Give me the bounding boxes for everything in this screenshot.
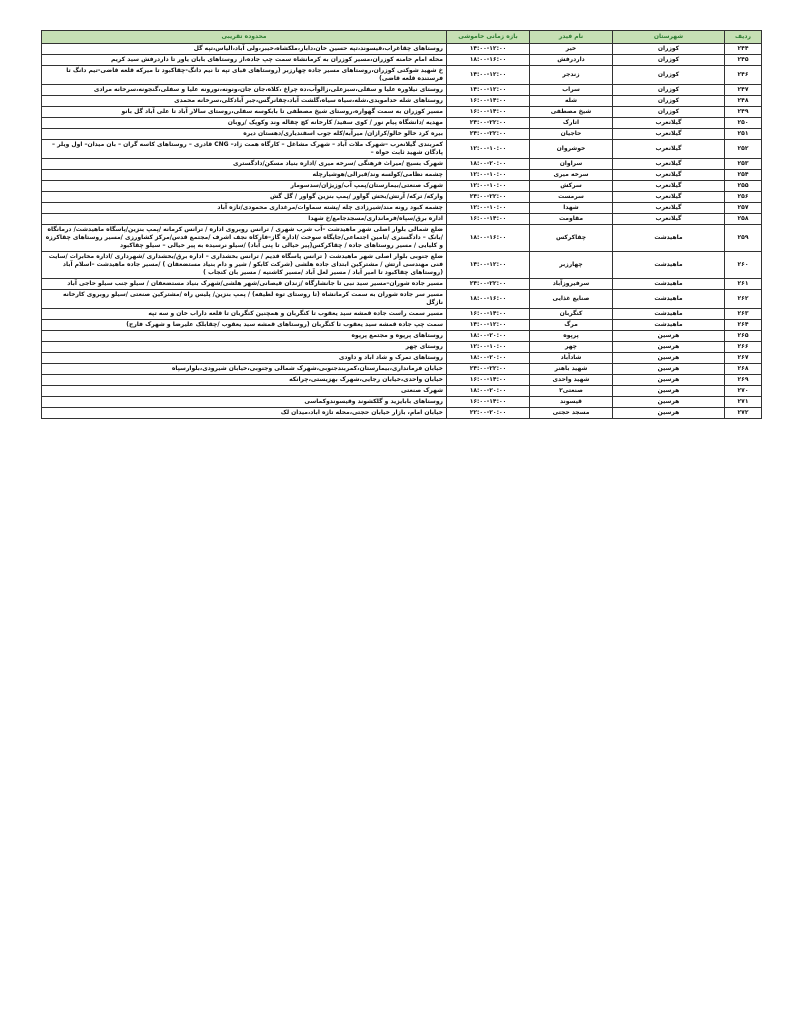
row-area: خیابان امام، بازار خیابان حجتی،محله تازه اباد،میدان لک (42, 408, 447, 419)
row-area: شهرک بسیج /میراث فرهنگی /سرخه میری /اداره بنیاد مسکن/دادگستری (42, 159, 447, 170)
row-area: کمربندی گیلانغرب –شهرک ملات آباد – شهرک مشاغل – کارگاه همت زاد– CNG قادری – روستاهای کاسه گران – بان میدان– اول ویلر – پادگان شهید ثابت خواه – (42, 140, 447, 159)
row-area: مهدیه /دانشگاه پیام نور / کوی سفید/ کارخانه کچ چقاله وند وکوپک /روبان (42, 118, 447, 129)
row-area: روستاهای چقاغراب،قیسوند،تپه حسین خان،دابار،ملکشاه،خیبر،ولی آباد،الیاس،تپه گل (42, 44, 447, 55)
row-county: گیلانغرب (613, 181, 725, 192)
row-time: ۲۴:۰۰-۲۲:۰۰ (447, 129, 530, 140)
row-time: ۱۶:۰۰-۱۴:۰۰ (447, 107, 530, 118)
table-row (42, 159, 762, 170)
row-county: کوزران (613, 55, 725, 66)
table-row (42, 279, 762, 290)
row-area: سمت چپ جاده قمشه سید یعقوب تا کنگربان (روستاهای قمشه سید یعقوب /چقابلک علیرضا و شهرک فارج) (42, 320, 447, 331)
row-feeder: چقاکرکس (530, 225, 613, 252)
row-area: شهرک صنعتی/بیمارستان/پمپ آب/وزیژان/سدسومار (42, 181, 447, 192)
row-county: کوزران (613, 96, 725, 107)
row-feeder: خیر (530, 44, 613, 55)
row-time: ۱۸:۰۰-۲۰:۰۰ (447, 386, 530, 397)
row-index: ۲۶۵ (725, 331, 762, 342)
table-body (42, 44, 762, 419)
row-county: گیلانغرب (613, 170, 725, 181)
table-row (42, 214, 762, 225)
table-row (42, 192, 762, 203)
row-county: گیلانغرب (613, 214, 725, 225)
row-area: مسیر سمت راست جاده قمشه سید یعقوب تا کنگربان و همچنین کنگربان تا قلعه داراب خان و سه تپه (42, 309, 447, 320)
row-county: گیلانغرب (613, 159, 725, 170)
row-area: روستاهای تمرک و شاد اباد و داودی (42, 353, 447, 364)
row-area: روستاهای شله خدامویدی،شله،سیاه سیاه،گلشت آباد،چقانرگس،جبر آبادکلی،سرخانه محمدی (42, 96, 447, 107)
row-feeder: پرپوه (530, 331, 613, 342)
table-row (42, 364, 762, 375)
table-row (42, 55, 762, 66)
row-feeder: مقاومت (530, 214, 613, 225)
row-index: ۲۴۸ (725, 96, 762, 107)
table-row (42, 170, 762, 181)
row-area: ضلع شمالی بلوار اصلی شهر ماهیدشت –آب شرب شهری / ترانس روبروی اداره / ترانس کرمانه /پمپ بنزین/پاسگاه ماهیدشت/ درمانگاه /بانک – دادگستری /تامین اجتماعی/جایگاه سوخت /اداره گاز–فارکاه نجف اشرف /مجتمع قدس/مرکز کشاورزی /مسیر روستاهای چقاکرزه و کلیایی / مسیر روستاهای جاده / چقاکرکس(پیر خیالی تا پنی آباد) /سیلو نرسیده به پیر خیالی – سیلو چقاکبود (42, 225, 447, 252)
row-feeder: داردرفش (530, 55, 613, 66)
row-feeder: سرخه میری (530, 170, 613, 181)
row-county: گیلانغرب (613, 192, 725, 203)
row-time: ۱۸:۰۰-۲۰:۰۰ (447, 353, 530, 364)
row-index: ۲۵۱ (725, 129, 762, 140)
row-area: خیابان واحدی،خیابان رجایی،شهرک بهزیستی،چرانکه (42, 375, 447, 386)
table-row (42, 96, 762, 107)
row-time: ۱۸:۰۰-۱۶:۰۰ (447, 290, 530, 309)
row-feeder: سرفیروزآباد (530, 279, 613, 290)
table-row (42, 386, 762, 397)
row-index: ۲۵۸ (725, 214, 762, 225)
table-row (42, 331, 762, 342)
table-row (42, 252, 762, 279)
row-feeder: مرگ (530, 320, 613, 331)
row-index: ۲۵۴ (725, 170, 762, 181)
row-time: ۱۲:۰۰-۱۰:۰۰ (447, 203, 530, 214)
row-index: ۲۷۲ (725, 408, 762, 419)
row-area: چشمه کبود رونه مند/شیرزادی چله /پشته سماوات/مرغداری محمودی/تازه آباد (42, 203, 447, 214)
row-area: روستاهای پرپوه و مجتمع پرپوه (42, 331, 447, 342)
row-index: ۲۵۰ (725, 118, 762, 129)
row-index: ۲۶۳ (725, 309, 762, 320)
table-row (42, 107, 762, 118)
row-county: ماهیدشت (613, 309, 725, 320)
row-feeder: کنگربان (530, 309, 613, 320)
row-time: ۲۴:۰۰-۲۲:۰۰ (447, 118, 530, 129)
row-county: هرسین (613, 397, 725, 408)
row-feeder: شهید باهنر (530, 364, 613, 375)
row-index: ۲۶۷ (725, 353, 762, 364)
row-county: هرسین (613, 386, 725, 397)
row-feeder: حاجیان (530, 129, 613, 140)
row-area: وارکه/ ترکه/ آرتش/بخش گواور /پمپ بنزین گواور / گل گش (42, 192, 447, 203)
row-feeder: اتارک (530, 118, 613, 129)
row-county: هرسین (613, 331, 725, 342)
row-county: هرسین (613, 408, 725, 419)
row-index: ۲۶۸ (725, 364, 762, 375)
row-county: ماهیدشت (613, 225, 725, 252)
table-row (42, 290, 762, 309)
row-index: ۲۷۰ (725, 386, 762, 397)
row-index: ۲۴۹ (725, 107, 762, 118)
row-county: هرسین (613, 364, 725, 375)
table-row (42, 181, 762, 192)
row-county: گیلانغرب (613, 140, 725, 159)
row-index: ۲۶۶ (725, 342, 762, 353)
header-feeder: نام فیدر (530, 31, 613, 44)
row-area: مسیر سر جاده شوران به سمت کرمانشاه (تا روستای توه لطیفه) / پمپ بنزین/ پلیس راه /مشترکین صنعتی /سیلو روبروی کارخانه نازگل (42, 290, 447, 309)
row-time: ۱۸:۰۰-۱۶:۰۰ (447, 225, 530, 252)
row-area: روستاهای بابایزید و گلکشوند وقیسوندوکماسی (42, 397, 447, 408)
row-time: ۲۴:۰۰-۲۲:۰۰ (447, 364, 530, 375)
row-area: محله امام خامنه کوزران،مسیر کوزران به کرمانشاه سمت چپ جاده،از روستاهای بابان یاور تا داردرفش سید کریم (42, 55, 447, 66)
row-feeder: صنعتی۲ (530, 386, 613, 397)
row-feeder: چهر (530, 342, 613, 353)
row-feeder: شهدا (530, 203, 613, 214)
header-area: محدوده تقریبی (42, 31, 447, 44)
row-index: ۲۶۰ (725, 252, 762, 279)
row-feeder: سرکش (530, 181, 613, 192)
row-index: ۲۴۶ (725, 66, 762, 85)
row-time: ۱۸:۰۰-۱۶:۰۰ (447, 55, 530, 66)
outage-schedule-sheet (41, 30, 761, 419)
row-time: ۱۶:۰۰-۱۴:۰۰ (447, 214, 530, 225)
row-index: ۲۵۵ (725, 181, 762, 192)
row-time: ۱۶:۰۰-۱۴:۰۰ (447, 309, 530, 320)
row-time: ۱۶:۰۰-۱۴:۰۰ (447, 96, 530, 107)
row-index: ۲۵۹ (725, 225, 762, 252)
row-time: ۱۲:۰۰-۱۰:۰۰ (447, 140, 530, 159)
row-feeder: سرمست (530, 192, 613, 203)
row-index: ۲۵۲ (725, 140, 762, 159)
row-time: ۱۶:۰۰-۱۴:۰۰ (447, 397, 530, 408)
row-feeder: شیخ مصطفی (530, 107, 613, 118)
row-area: مسیر جاده شوران–مسیر سید نبی تا جانشارگاه /زندان قیصانی/شهر هلشی/شهرک بنیاد مستضعفان / سیلو جنب سیلو حاجی آباد (42, 279, 447, 290)
row-feeder: شادآباد (530, 353, 613, 364)
row-time: ۱۴:۰۰-۱۲:۰۰ (447, 66, 530, 85)
table-row (42, 118, 762, 129)
row-time: ۱۶:۰۰-۱۴:۰۰ (447, 375, 530, 386)
row-index: ۲۴۴ (725, 44, 762, 55)
row-time: ۲۴:۰۰-۲۲:۰۰ (447, 279, 530, 290)
header-index: ردیف (725, 31, 762, 44)
row-time: ۱۲:۰۰-۱۰:۰۰ (447, 342, 530, 353)
row-county: گیلانغرب (613, 118, 725, 129)
row-index: ۲۶۹ (725, 375, 762, 386)
row-time: ۱۲:۰۰-۱۰:۰۰ (447, 170, 530, 181)
row-area: بیره کرد خالو خالو/کرازان/ میرآبه/کله جوب اسفندیاری/دهستان دیره (42, 129, 447, 140)
row-area: خ شهید شوکتی کوزران،روستاهای مسیر جاده چهارزبر (روستاهای قبای تپه تا نیم دانگ-چقاکبود تا میرکه قلعه قاضی-تیم دانگ تا فرستنده قلعه قاضی) (42, 66, 447, 85)
row-county: هرسین (613, 342, 725, 353)
row-time: ۱۴:۰۰-۱۲:۰۰ (447, 320, 530, 331)
row-feeder: مسجد حجتی (530, 408, 613, 419)
row-area: ضلع جنوبی بلوار اصلی شهر ماهیدشت ( ترانس پاسگاه قدیم / ترانس بخشداری – اداره برق/بخشداری /شهرداری /اداره مخابرات /سایت فنی مهندسی ارتش / مشترکین ابتدای جاده هلشی (شرکت کابکو / شیر و دام بنیاد مستضعفان ) /مسیر جاده ماهیدشت –اسلام آباد (روستاهای چقاکبود تا امیر آباد / مسیر لعل آباد /مسیر کاشنیه / مسیر بان کنجاب ) (42, 252, 447, 279)
table-row (42, 44, 762, 55)
row-county: کوزران (613, 107, 725, 118)
row-index: ۲۶۲ (725, 290, 762, 309)
table-row (42, 408, 762, 419)
table-row (42, 320, 762, 331)
row-time: ۲۲:۰۰-۲۰:۰۰ (447, 408, 530, 419)
table-header-row (42, 31, 762, 44)
outage-table (41, 30, 762, 419)
header-county: شهرستان (613, 31, 725, 44)
row-county: ماهیدشت (613, 252, 725, 279)
row-area: شهرک صنعتی (42, 386, 447, 397)
table-row (42, 66, 762, 85)
row-time: ۱۲:۰۰-۱۰:۰۰ (447, 181, 530, 192)
row-area: اداره برق/سپاه/فرمانداری/مسجدجامع/خ شهدا (42, 214, 447, 225)
row-time: ۱۴:۰۰-۱۲:۰۰ (447, 252, 530, 279)
table-row (42, 203, 762, 214)
row-county: کوزران (613, 44, 725, 55)
row-feeder: شهید واحدی (530, 375, 613, 386)
row-county: گیلانغرب (613, 203, 725, 214)
row-feeder: چهارزبر (530, 252, 613, 279)
row-county: هرسین (613, 375, 725, 386)
row-index: ۲۶۱ (725, 279, 762, 290)
row-index: ۲۵۷ (725, 203, 762, 214)
table-row (42, 140, 762, 159)
table-row (42, 375, 762, 386)
row-feeder: صنایع غذایی (530, 290, 613, 309)
row-feeder: سراب (530, 85, 613, 96)
row-feeder: شله (530, 96, 613, 107)
row-area: خیابان فرمانداری،بیمارستان،کمربندجنوبی،شهرک شمالی وجنوبی،خیابان شیرودی،بلوارسپاه (42, 364, 447, 375)
row-feeder: خوشروان (530, 140, 613, 159)
table-row (42, 85, 762, 96)
row-index: ۲۷۱ (725, 397, 762, 408)
row-index: ۲۵۳ (725, 159, 762, 170)
row-time: ۱۸:۰۰-۲۰:۰۰ (447, 159, 530, 170)
row-area: روستای نیلاوره علیا و سفلی،سبزعلی،زالوآب،ده چراغ ،کلاه،جان جان،ونونه،نورونه علیا و سفلی،گنجونه،سرخانه مرادی (42, 85, 447, 96)
table-row (42, 353, 762, 364)
row-feeder: زندجر (530, 66, 613, 85)
row-index: ۲۵۶ (725, 192, 762, 203)
table-row (42, 397, 762, 408)
table-row (42, 309, 762, 320)
row-index: ۲۶۴ (725, 320, 762, 331)
row-county: ماهیدشت (613, 290, 725, 309)
row-county: کوزران (613, 66, 725, 85)
row-county: کوزران (613, 85, 725, 96)
row-index: ۲۴۷ (725, 85, 762, 96)
row-county: گیلانغرب (613, 129, 725, 140)
table-row (42, 129, 762, 140)
row-feeder: سراوان (530, 159, 613, 170)
row-county: ماهیدشت (613, 320, 725, 331)
row-feeder: قیسوند (530, 397, 613, 408)
table-row (42, 342, 762, 353)
table-row (42, 225, 762, 252)
header-time: بازه زمانی خاموشی (447, 31, 530, 44)
row-area: مسیر کوزران به سمت گهواره،روستای شیخ مصطفی تا بابکوسه سفلی،روستای سالار آباد تا علی آباد گل بانو (42, 107, 447, 118)
row-area: چشمه نظامی/کولسه وند/قبرالی/هوشیارچله (42, 170, 447, 181)
row-area: روستای چهر (42, 342, 447, 353)
row-county: ماهیدشت (613, 279, 725, 290)
row-time: ۱۴:۰۰-۱۲:۰۰ (447, 85, 530, 96)
row-county: هرسین (613, 353, 725, 364)
row-index: ۲۴۵ (725, 55, 762, 66)
row-time: ۱۴:۰۰-۱۲:۰۰ (447, 44, 530, 55)
row-time: ۱۸:۰۰-۲۰:۰۰ (447, 331, 530, 342)
row-time: ۲۴:۰۰-۲۲:۰۰ (447, 192, 530, 203)
